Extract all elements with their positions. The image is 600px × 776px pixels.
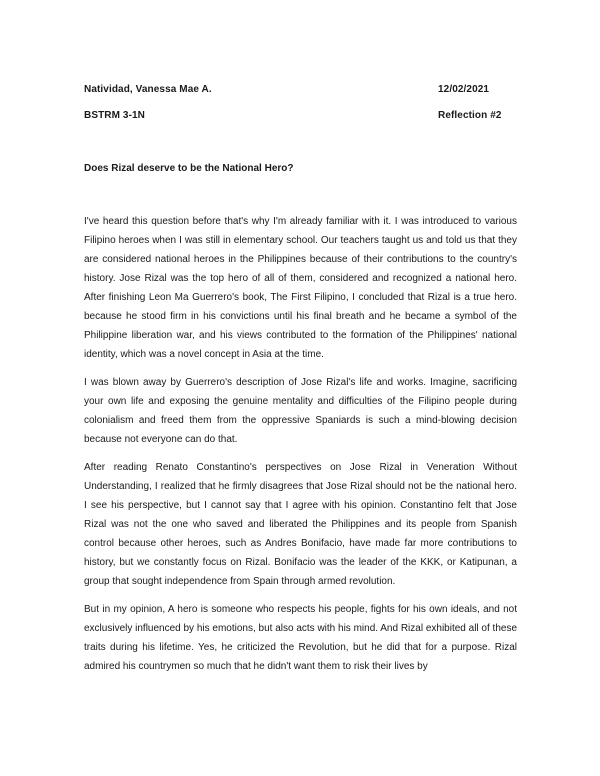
- paragraph: I've heard this question before that's why I'm already familiar with it. I was introduced to various Filipino heroes when I was still in elementary school. Our teachers taught us and told us that they are considered national heroes in the Philippines because of their contributions to the country's history. Jose Rizal was the top hero of all of them, considered and recognized a national hero. After finishing Leon Ma Guerrero's book, The First Filipino, I concluded that Rizal is a true hero. because he stood firm in his convictions until his final breath and he became a symbol of the Philippine liberation war, and his views contributed to the formation of the Philippines' national identity, which was a novel concept in Asia at the time.: [84, 216, 517, 360]
- paragraph: But in my opinion, A hero is someone who respects his people, fights for his own ideals, and not exclusively influenced by his emotions, but also acts with his mind. And Rizal exhibited all of these traits during his lifetime. Yes, he criticized the Revolution, but he did that for a purpose. Rizal admired his countrymen so much that he didn't want them to risk their lives by: [84, 604, 518, 672]
- author-name: Natividad, Vanessa Mae A.: [84, 84, 212, 95]
- paragraph: I was blown away by Guerrero's description of Jose Rizal's life and works. Imagine, sacrificing your own life and exposing the genuine mentality and difficulties of the Filipino people during colonialism and freed them from the oppressive Spaniards is such a mind-blowing decision because not everyone can do that.: [84, 377, 517, 445]
- document-date: 12/02/2021: [438, 84, 490, 95]
- document-title: Does Rizal deserve to be the National Hero?: [84, 163, 294, 174]
- course-section: BSTRM 3-1N: [84, 110, 146, 121]
- paragraph: After reading Renato Constantino's perspectives on Jose Rizal in Veneration Without Understanding, I realized that he firmly disagrees that Jose Rizal should not be the national hero. I see his perspective, but I cannot say that I agree with his opinion. Constantino felt that Jose Rizal was not the one who saved and liberated the Philippines and its people from Spanish control because other heroes, such as Andres Bonifacio, have made far more contributions to history, but we constantly focus on Rizal. Bonifacio was the leader of the KKK, or Katipunan, a group that sought independence from Spain through armed revolution.: [84, 462, 517, 587]
- document-body: [84, 212, 517, 685]
- reflection-label: Reflection #2: [438, 110, 502, 121]
